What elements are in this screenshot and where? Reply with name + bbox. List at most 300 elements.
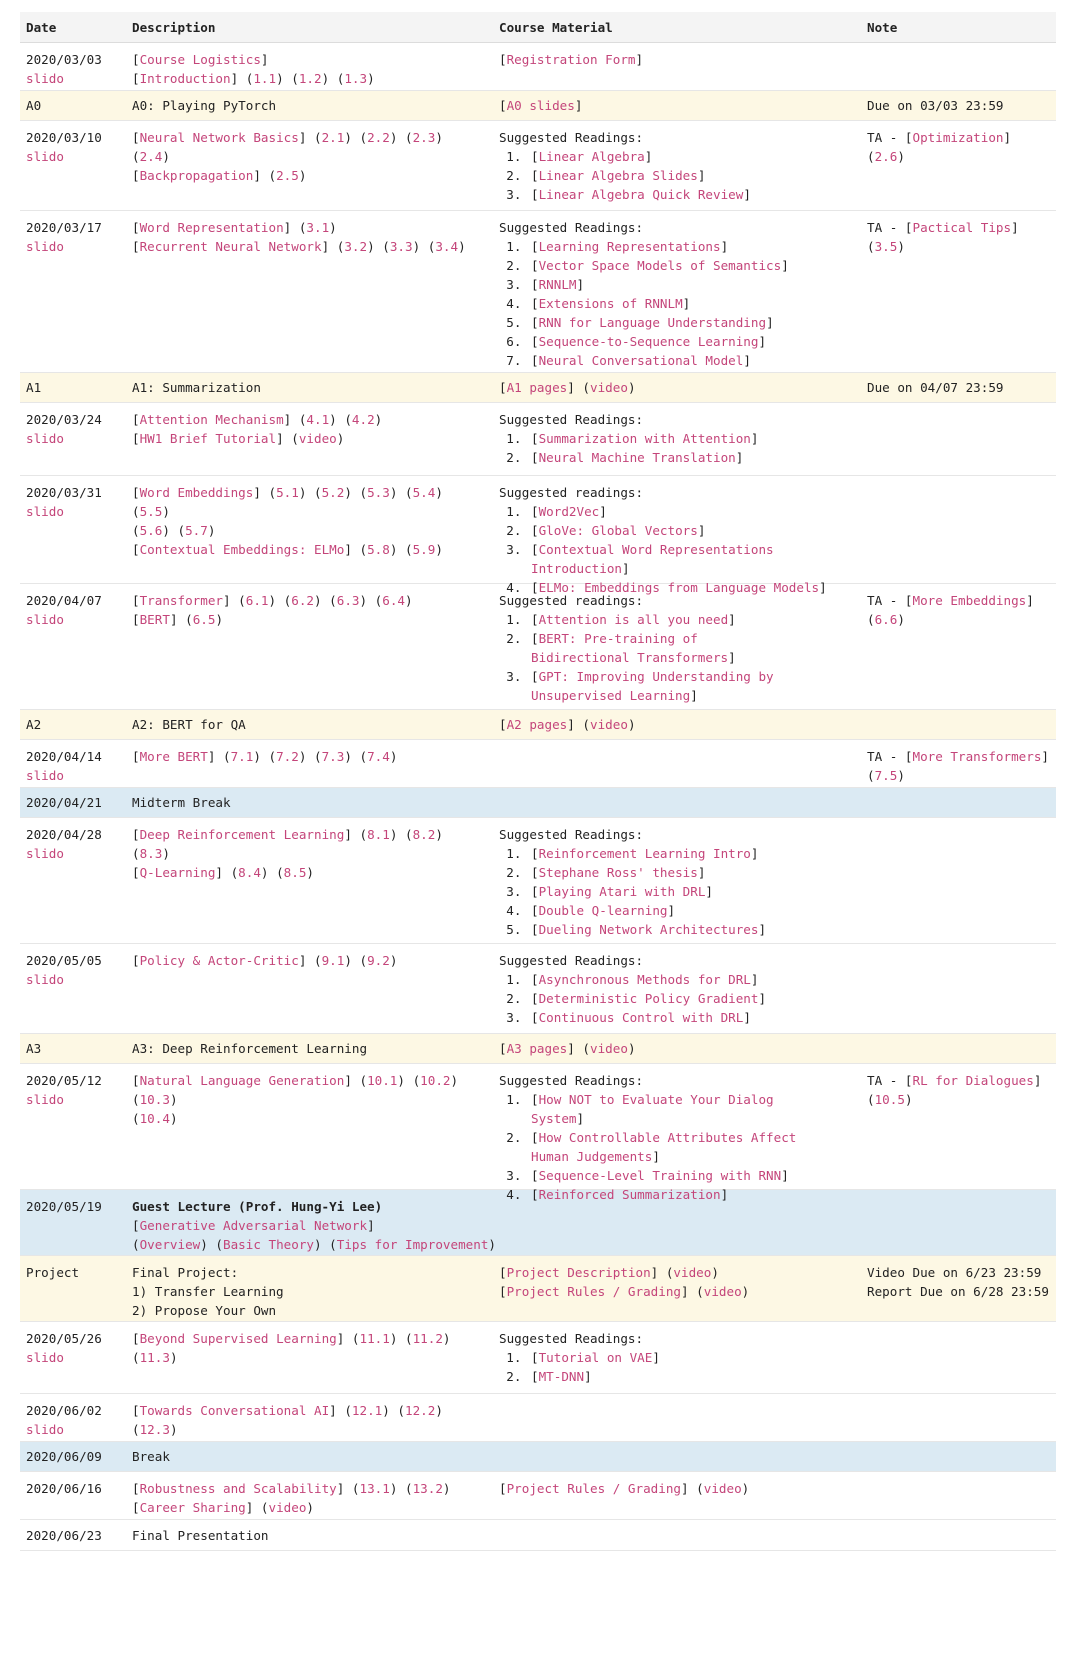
note-cell <box>861 1394 1056 1441</box>
reading-link[interactable]: Sequence-Level Training with RNN <box>538 1168 782 1183</box>
lecture-link[interactable]: Towards Conversational AI <box>139 1403 330 1418</box>
list-item: 4. [ELMo: Embeddings from Language Models] <box>529 578 855 597</box>
material-cell <box>493 1064 861 1202</box>
list-item: 1. [Word2Vec] <box>529 502 855 521</box>
list-item: 2. [Neural Machine Translation] <box>529 448 855 467</box>
lecture-link[interactable]: Career Sharing <box>139 1500 246 1515</box>
video-link[interactable]: 2.1 <box>321 130 345 145</box>
video-link[interactable]: video <box>673 1265 712 1280</box>
lecture-link[interactable]: Contextual Embeddings: ELMo <box>139 542 345 557</box>
video-link[interactable]: 10.3 <box>139 1092 170 1107</box>
date-cell <box>20 1394 126 1441</box>
project-option: 1) Transfer Learning <box>132 1284 284 1299</box>
date: 2020/03/17 <box>26 220 102 235</box>
video-link[interactable]: 8.2 <box>412 827 436 842</box>
list-item: 1. [Learning Representations] <box>529 237 855 256</box>
date: 2020/05/12 <box>26 1073 102 1088</box>
reading-link[interactable]: Vector Space Models of Semantics <box>538 258 782 273</box>
reading-link[interactable]: Attention is all you need <box>538 612 729 627</box>
final-presentation: Final Presentation <box>132 1528 269 1543</box>
list-item: 4. [Extensions of RNNLM] <box>529 294 855 313</box>
list-item: 2. [Vector Space Models of Semantics] <box>529 256 855 275</box>
video-link[interactable]: 11.3 <box>139 1350 170 1365</box>
video-link[interactable]: 3.1 <box>306 220 330 235</box>
material-cell <box>493 403 861 475</box>
slido-link[interactable]: slido <box>26 846 64 861</box>
video-link[interactable]: 2.2 <box>367 130 390 145</box>
material-link[interactable]: Registration Form <box>506 52 636 67</box>
video-link[interactable]: 11.1 <box>359 1331 390 1346</box>
date: 2020/04/14 <box>26 749 102 764</box>
video-link[interactable]: 10.2 <box>420 1073 451 1088</box>
video-link[interactable]: video <box>590 380 628 395</box>
reading-link[interactable]: Stephane Ross' thesis <box>538 865 698 880</box>
note-cell <box>861 1256 1056 1321</box>
video-link[interactable]: 3.5 <box>874 239 898 254</box>
date-cell <box>20 584 126 709</box>
video-link[interactable]: 5.1 <box>276 485 299 500</box>
lecture-link[interactable]: Generative Adversarial Network <box>139 1218 368 1233</box>
video-link[interactable]: 9.2 <box>367 953 390 968</box>
video-link[interactable]: 12.1 <box>351 1403 383 1418</box>
reading-link[interactable]: Contextual Word Representations Introduction <box>531 542 774 576</box>
ta-prefix: TA - <box>867 749 905 764</box>
ta-link[interactable]: More Embeddings <box>912 593 1027 608</box>
reading-link[interactable]: How Controllable Attributes Affect Human Judgements <box>531 1130 797 1164</box>
description-cell <box>126 1256 493 1321</box>
reading-link[interactable]: BERT: Pre-training of Bidirectional Transformers <box>531 631 729 665</box>
slido-link[interactable]: slido <box>26 504 64 519</box>
header-date: Date <box>26 20 57 35</box>
video-link[interactable]: 2.6 <box>874 149 898 164</box>
video-link[interactable]: 5.5 <box>139 504 163 519</box>
assignment-row <box>20 91 1056 121</box>
list-item: 3. [Contextual Word Representations Introduction] <box>529 540 855 578</box>
table-row <box>20 740 1056 788</box>
description-cell: [Attention Mechanism] (4.1) (4.2) [HW1 Brief Tutorial] (video) <box>132 412 383 446</box>
assignment-title: A1: Summarization <box>132 380 261 395</box>
readings-label: Suggested Readings: <box>499 130 644 145</box>
table-row <box>20 403 1056 476</box>
list-item: 2. [MT-DNN] <box>529 1367 855 1386</box>
video-link[interactable]: Tips for Improvement <box>336 1237 489 1252</box>
readings-list <box>499 1090 855 1204</box>
readings-label: Suggested readings: <box>499 485 644 500</box>
date-cell: A2 <box>26 717 42 732</box>
video-link[interactable]: video <box>590 717 628 732</box>
assignment-title: A3: Deep Reinforcement Learning <box>132 1041 368 1056</box>
lecture-link[interactable]: Neural Network Basics <box>139 130 299 145</box>
note-cell <box>861 476 1056 583</box>
date: 2020/06/02 <box>26 1403 102 1418</box>
date-cell <box>20 121 126 210</box>
reading-link[interactable]: Continuous Control with DRL <box>538 1010 744 1025</box>
ta-link[interactable]: More Transformers <box>912 749 1042 764</box>
material-link[interactable]: A0 slides <box>506 98 575 113</box>
reading-link[interactable]: Asynchronous Methods for DRL <box>538 972 751 987</box>
readings-list <box>499 147 855 204</box>
lecture-link[interactable]: Attention Mechanism <box>139 412 284 427</box>
list-item: 7. [Neural Conversational Model] <box>529 351 855 370</box>
lecture-link[interactable]: Word Representation <box>139 220 284 235</box>
video-link[interactable]: Overview <box>139 1237 201 1252</box>
ta-link[interactable]: Pactical Tips <box>912 220 1012 235</box>
video-link[interactable]: 10.5 <box>874 1092 905 1107</box>
material-cell: [Project Rules / Grading] (video) <box>499 1481 750 1496</box>
readings-list <box>499 610 855 705</box>
date-cell <box>20 1322 126 1393</box>
note-cell <box>861 1520 1056 1550</box>
reading-link[interactable]: RNNLM <box>538 277 577 292</box>
table-row <box>20 43 1056 91</box>
readings-label: Suggested readings: <box>499 593 644 608</box>
break-title: Midterm Break <box>132 795 231 810</box>
material-link[interactable]: Project Description <box>506 1265 651 1280</box>
video-link[interactable]: 7.5 <box>874 768 898 783</box>
reading-link[interactable]: Playing Atari with DRL <box>538 884 706 899</box>
video-link[interactable]: 6.1 <box>245 593 269 608</box>
video-link[interactable]: 6.3 <box>336 593 360 608</box>
reading-link[interactable]: RNN for Language Understanding <box>538 315 767 330</box>
list-item: 2. [Linear Algebra Slides] <box>529 166 855 185</box>
readings-label: Suggested Readings: <box>499 220 644 235</box>
material-cell <box>493 944 861 1033</box>
slido-link[interactable]: slido <box>26 768 64 783</box>
video-link[interactable]: video <box>298 431 337 446</box>
reading-link[interactable]: Linear Algebra <box>538 149 645 164</box>
ta-prefix: TA - <box>867 1073 905 1088</box>
reading-link[interactable]: MT-DNN <box>538 1369 585 1384</box>
video-link[interactable]: 7.2 <box>276 749 299 764</box>
note-cell: TA - [RL for Dialogues] (10.5) <box>867 1073 1042 1107</box>
material-cell: [Project Description] (video) [Project Rules / Grading] (video) <box>499 1265 750 1299</box>
list-item: 1. [Asynchronous Methods for DRL] <box>529 970 855 989</box>
reading-link[interactable]: Dueling Network Architectures <box>538 922 759 937</box>
reading-link[interactable]: Reinforced Summarization <box>538 1187 721 1202</box>
video-link[interactable]: 8.1 <box>367 827 390 842</box>
video-link[interactable]: 7.1 <box>230 749 254 764</box>
list-item: 3. [Linear Algebra Quick Review] <box>529 185 855 204</box>
readings-list <box>499 502 855 597</box>
date-cell: A1 <box>26 380 42 395</box>
lecture-link[interactable]: Word Embeddings <box>139 485 254 500</box>
reading-link[interactable]: Reinforcement Learning Intro <box>538 846 751 861</box>
readings-list <box>499 237 855 370</box>
video-link[interactable]: 1.3 <box>344 71 368 86</box>
list-item: 5. [RNN for Language Understanding] <box>529 313 855 332</box>
header-note: Note <box>867 20 898 35</box>
reading-link[interactable]: Learning Representations <box>538 239 721 254</box>
video-link[interactable]: 5.3 <box>367 485 390 500</box>
video-link[interactable]: 12.3 <box>139 1422 170 1437</box>
ta-prefix: TA - <box>867 220 905 235</box>
reading-link[interactable]: Neural Machine Translation <box>538 450 736 465</box>
table-row <box>20 944 1056 1034</box>
ta-link[interactable]: Optimization <box>912 130 1004 145</box>
reading-link[interactable]: Sequence-to-Sequence Learning <box>538 334 759 349</box>
note-cell: TA - [More Transformers] (7.5) <box>867 749 1050 783</box>
readings-label: Suggested Readings: <box>499 827 644 842</box>
lecture-link[interactable]: Natural Language Generation <box>139 1073 345 1088</box>
video-link[interactable]: 10.4 <box>139 1111 170 1126</box>
slido-link[interactable]: slido <box>26 239 64 254</box>
video-link[interactable]: 13.2 <box>412 1481 443 1496</box>
reading-link[interactable]: Linear Algebra Slides <box>538 168 698 183</box>
video-link[interactable]: video <box>590 1041 628 1056</box>
readings-label: Suggested Readings: <box>499 1073 644 1088</box>
material-link[interactable]: Project Rules / Grading <box>506 1481 681 1496</box>
list-item: 3. [RNNLM] <box>529 275 855 294</box>
date: 2020/04/28 <box>26 827 102 842</box>
ta-prefix: TA - <box>867 130 905 145</box>
table-row <box>20 476 1056 595</box>
note-cell <box>861 944 1056 1033</box>
break-row <box>20 1442 1056 1472</box>
table-row <box>20 818 1056 944</box>
list-item: 4. [Reinforced Summarization] <box>529 1185 805 1204</box>
date: 2020/03/24 <box>26 412 102 427</box>
due-note: Video Due on 6/23 23:59 <box>867 1265 1042 1280</box>
assignment-row <box>20 710 1056 740</box>
date-cell <box>20 944 126 1033</box>
material-link[interactable]: A2 pages <box>506 717 568 732</box>
date-cell: 2020/06/09 <box>26 1449 102 1464</box>
table-row <box>20 1520 1056 1551</box>
note-cell <box>861 1322 1056 1393</box>
readings-list <box>499 429 855 467</box>
slido-link[interactable]: slido <box>26 1092 64 1107</box>
description-cell: [Towards Conversational AI] (12.1) (12.2) (12.3) <box>132 1403 443 1437</box>
description-cell: [Policy & Actor-Critic] (9.1) (9.2) <box>132 953 398 968</box>
readings-list <box>499 970 855 1027</box>
video-link[interactable]: 3.4 <box>435 239 459 254</box>
project-title: Final Project: <box>132 1265 239 1280</box>
material-link[interactable]: A3 pages <box>506 1041 568 1056</box>
reading-link[interactable]: How NOT to Evaluate Your Dialog System <box>531 1092 774 1126</box>
video-link[interactable]: 8.4 <box>238 865 261 880</box>
video-link[interactable]: 9.1 <box>321 953 345 968</box>
video-link[interactable]: 2.3 <box>412 130 436 145</box>
note-cell <box>861 788 1056 817</box>
project-row <box>20 1256 1056 1322</box>
reading-link[interactable]: GPT: Improving Understanding by Unsupervised Learning <box>531 669 774 703</box>
description-cell: [Transformer] (6.1) (6.2) (6.3) (6.4) [BERT] (6.5) <box>132 593 413 627</box>
description-cell: [Natural Language Generation] (10.1) (10.2) (10.3) (10.4) <box>132 1073 459 1126</box>
assignment-title: A0: Playing PyTorch <box>132 98 277 113</box>
slido-link[interactable]: slido <box>26 149 64 164</box>
list-item: 2. [GloVe: Global Vectors] <box>529 521 855 540</box>
material-link[interactable]: A1 pages <box>506 380 568 395</box>
header-material: Course Material <box>499 20 613 35</box>
table-row <box>20 584 1056 710</box>
date-cell <box>20 740 126 787</box>
ta-link[interactable]: RL for Dialogues <box>912 1073 1034 1088</box>
video-link[interactable]: Basic Theory <box>223 1237 315 1252</box>
video-link[interactable]: 7.4 <box>367 749 390 764</box>
reading-link[interactable]: Extensions of RNNLM <box>538 296 683 311</box>
video-link[interactable]: 6.5 <box>192 612 216 627</box>
readings-list <box>499 1348 855 1386</box>
material-cell: [A1 pages] (video) <box>499 380 636 395</box>
table-row <box>20 1394 1056 1442</box>
description-cell: [Robustness and Scalability] (13.1) (13.2) [Career Sharing] (video) <box>132 1481 451 1515</box>
description-cell: [Deep Reinforcement Learning] (8.1) (8.2) (8.3) [Q-Learning] (8.4) (8.5) <box>132 827 443 880</box>
list-item: 3. [Playing Atari with DRL] <box>529 882 855 901</box>
video-link[interactable]: 13.1 <box>359 1481 390 1496</box>
video-link[interactable]: 7.3 <box>321 749 345 764</box>
video-link[interactable]: 6.6 <box>874 612 898 627</box>
description-cell: [Word Representation] (3.1) [Recurrent Neural Network] (3.2) (3.3) (3.4) <box>132 220 466 254</box>
guest-lecture-row <box>20 1190 1056 1256</box>
note-cell <box>861 43 1056 90</box>
list-item: 1. [Attention is all you need] <box>529 610 795 629</box>
reading-link[interactable]: Double Q-learning <box>538 903 668 918</box>
date-cell <box>20 1064 126 1189</box>
reading-link[interactable]: ELMo: Embeddings from Language Models <box>538 580 820 595</box>
header-description: Description <box>132 20 216 35</box>
lecture-link[interactable]: Course Logistics <box>139 52 261 67</box>
note-cell: TA - [Optimization] (2.6) <box>867 130 1012 164</box>
material-cell: [Registration Form] <box>499 52 644 67</box>
list-item: 3. [Sequence-Level Training with RNN] <box>529 1166 805 1185</box>
video-link[interactable]: 1.1 <box>253 71 277 86</box>
slido-link[interactable]: slido <box>26 612 64 627</box>
lecture-link[interactable]: Beyond Supervised Learning <box>139 1331 337 1346</box>
reading-link[interactable]: Linear Algebra Quick Review <box>538 187 744 202</box>
table-row <box>20 1064 1056 1202</box>
date-cell <box>20 818 126 943</box>
video-link[interactable]: 6.2 <box>291 593 314 608</box>
course-schedule-table <box>20 12 1056 1551</box>
date-cell: 2020/06/23 <box>26 1528 102 1543</box>
video-link[interactable]: video <box>268 1500 307 1515</box>
list-item: 1. [How NOT to Evaluate Your Dialog System] <box>529 1090 805 1128</box>
video-link[interactable]: 11.2 <box>412 1331 443 1346</box>
lecture-link[interactable]: HW1 Brief Tutorial <box>139 431 277 446</box>
video-link[interactable]: 5.2 <box>321 485 345 500</box>
table-row <box>20 1322 1056 1394</box>
slido-link[interactable]: slido <box>26 71 64 86</box>
due-note: Due on 03/03 23:59 <box>867 98 1004 113</box>
reading-link[interactable]: Summarization with Attention <box>538 431 751 446</box>
lecture-link[interactable]: Deep Reinforcement Learning <box>139 827 345 842</box>
material-link[interactable]: Project Rules / Grading <box>506 1284 681 1299</box>
readings-label: Suggested Readings: <box>499 1331 644 1346</box>
description-cell: Guest Lecture (Prof. Hung-Yi Lee) [Generative Adversarial Network] (Overview) (Basic Theory) (Tips for Improvement) <box>126 1190 1056 1255</box>
assignment-row <box>20 373 1056 403</box>
lecture-link[interactable]: BERT <box>139 612 170 627</box>
list-item: 1. [Tutorial on VAE] <box>529 1348 855 1367</box>
list-item: 2. [Deterministic Policy Gradient] <box>529 989 855 1008</box>
date: 2020/03/31 <box>26 485 102 500</box>
video-link[interactable]: 3.3 <box>389 239 413 254</box>
material-cell <box>493 584 861 709</box>
note-cell <box>861 1472 1056 1519</box>
list-item: 1. [Reinforcement Learning Intro] <box>529 844 855 863</box>
video-link[interactable]: 8.3 <box>139 846 163 861</box>
slido-link[interactable]: slido <box>26 431 64 446</box>
list-item: 2. [BERT: Pre-training of Bidirectional Transformers] <box>529 629 795 667</box>
video-link[interactable]: 5.9 <box>412 542 436 557</box>
video-link[interactable]: 3.2 <box>344 239 368 254</box>
video-link[interactable]: video <box>703 1284 742 1299</box>
list-item: 2. [Stephane Ross' thesis] <box>529 863 855 882</box>
material-cell <box>493 121 861 210</box>
description-cell: [Word Embeddings] (5.1) (5.2) (5.3) (5.4) (5.5) (5.6) (5.7) [Contextual Embeddings: ELMo] (5.8) (5.9) <box>132 485 443 557</box>
date-cell <box>20 476 126 583</box>
reading-link[interactable]: Word2Vec <box>538 504 600 519</box>
video-link[interactable]: 4.2 <box>351 412 375 427</box>
video-link[interactable]: 12.2 <box>405 1403 436 1418</box>
list-item: 1. [Summarization with Attention] <box>529 429 855 448</box>
assignment-title: A2: BERT for QA <box>132 717 246 732</box>
lecture-link[interactable]: Introduction <box>139 71 231 86</box>
material-cell: [A2 pages] (video) <box>499 717 636 732</box>
date: 2020/03/10 <box>26 130 102 145</box>
list-item: 5. [Dueling Network Architectures] <box>529 920 855 939</box>
video-link[interactable]: video <box>703 1481 742 1496</box>
date-cell: A0 <box>26 98 42 113</box>
lecture-link[interactable]: Backpropagation <box>139 168 254 183</box>
video-link[interactable]: 8.5 <box>283 865 307 880</box>
break-title: Break <box>132 1449 170 1464</box>
project-option: 2) Propose Your Own <box>132 1303 277 1318</box>
lecture-link[interactable]: Transformer <box>139 593 223 608</box>
material-cell: [A3 pages] (video) <box>499 1041 636 1056</box>
readings-label: Suggested Readings: <box>499 412 644 427</box>
lecture-link[interactable]: Q-Learning <box>139 865 216 880</box>
reading-link[interactable]: Neural Conversational Model <box>538 353 744 368</box>
date-cell: Project <box>26 1265 80 1280</box>
material-cell <box>493 211 861 372</box>
video-link[interactable]: 6.4 <box>382 593 405 608</box>
reading-link[interactable]: Tutorial on VAE <box>538 1350 653 1365</box>
description-cell: [More BERT] (7.1) (7.2) (7.3) (7.4) <box>132 749 398 764</box>
video-link[interactable]: 4.1 <box>306 412 330 427</box>
lecture-link[interactable]: Recurrent Neural Network <box>139 239 322 254</box>
readings-label: Suggested Readings: <box>499 953 644 968</box>
list-item: 6. [Sequence-to-Sequence Learning] <box>529 332 855 351</box>
video-link[interactable]: 2.5 <box>276 168 299 183</box>
video-link[interactable]: 10.1 <box>367 1073 398 1088</box>
video-link[interactable]: 5.4 <box>412 485 436 500</box>
reading-link[interactable]: Deterministic Policy Gradient <box>538 991 759 1006</box>
list-item: 3. [Continuous Control with DRL] <box>529 1008 855 1027</box>
date-cell <box>20 211 126 372</box>
list-item: 4. [Double Q-learning] <box>529 901 855 920</box>
note-cell <box>861 1034 1056 1063</box>
slido-link[interactable]: slido <box>26 1350 64 1365</box>
video-link[interactable]: 5.7 <box>185 523 208 538</box>
slido-link[interactable]: slido <box>26 972 64 987</box>
reading-link[interactable]: GloVe: Global Vectors <box>538 523 698 538</box>
lecture-link[interactable]: Policy & Actor-Critic <box>139 953 299 968</box>
description-cell: [Neural Network Basics] (2.1) (2.2) (2.3) (2.4) [Backpropagation] (2.5) <box>132 130 443 183</box>
video-link[interactable]: 1.2 <box>298 71 322 86</box>
date-cell: 2020/06/16 <box>26 1481 102 1496</box>
material-cell <box>493 1322 861 1393</box>
assignment-row <box>20 1034 1056 1064</box>
video-link[interactable]: 2.4 <box>139 149 163 164</box>
description-cell: [Beyond Supervised Learning] (11.1) (11.2) (11.3) <box>132 1331 451 1365</box>
video-link[interactable]: 5.6 <box>139 523 163 538</box>
readings-list <box>499 844 855 939</box>
lecture-link[interactable]: More BERT <box>139 749 208 764</box>
note-cell <box>861 1442 1056 1471</box>
video-link[interactable]: 5.8 <box>367 542 390 557</box>
lecture-link[interactable]: Robustness and Scalability <box>139 1481 337 1496</box>
slido-link[interactable]: slido <box>26 1422 64 1437</box>
